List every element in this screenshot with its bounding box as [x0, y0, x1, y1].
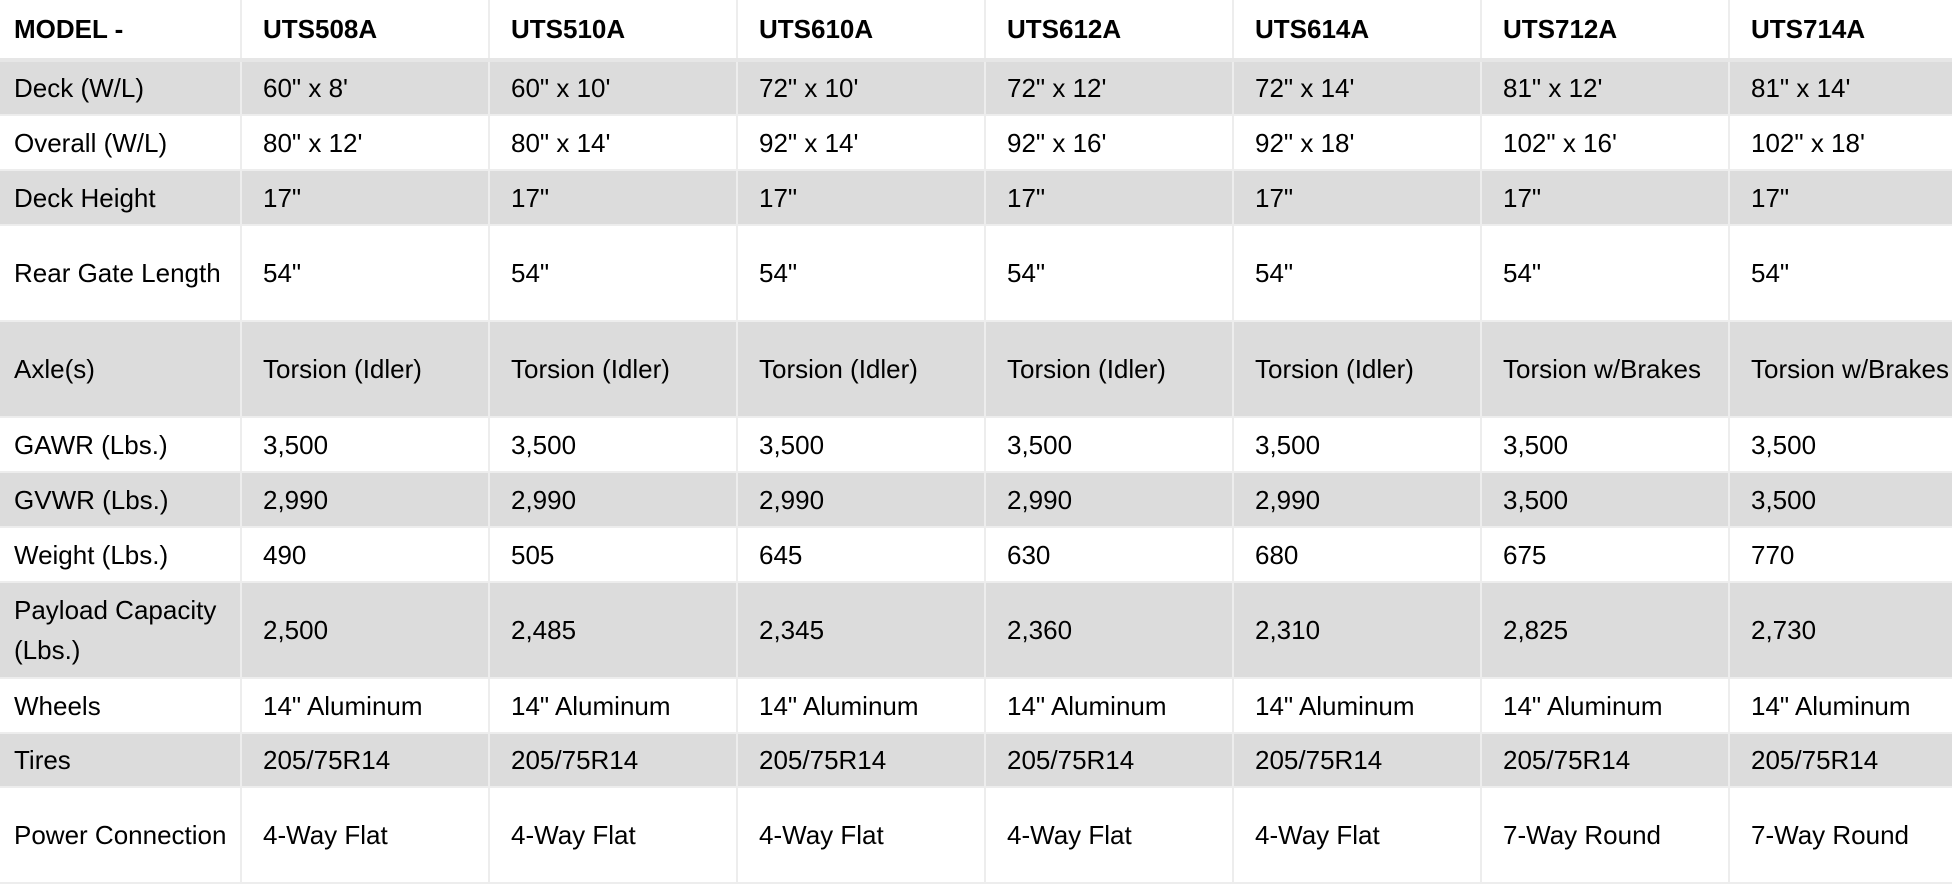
table-cell: 205/75R14 — [489, 733, 737, 787]
row-label: Weight (Lbs.) — [0, 527, 241, 582]
table-cell: 2,990 — [737, 472, 985, 527]
table-cell: 14" Aluminum — [1233, 678, 1481, 733]
table-cell: 14" Aluminum — [241, 678, 489, 733]
table-cell: 3,500 — [1729, 472, 1952, 527]
table-cell: 54" — [1233, 225, 1481, 321]
table-cell: 17" — [1233, 170, 1481, 225]
header-cell: UTS610A — [737, 0, 985, 60]
header-cell: UTS612A — [985, 0, 1233, 60]
table-cell: 92" x 14' — [737, 115, 985, 170]
table-cell: 17" — [241, 170, 489, 225]
row-label: Deck (W/L) — [0, 60, 241, 115]
table-cell: 54" — [1481, 225, 1729, 321]
table-cell: 2,360 — [985, 582, 1233, 678]
table-cell: Torsion (Idler) — [1233, 321, 1481, 417]
table-cell: 72" x 10' — [737, 60, 985, 115]
table-row-tires — [0, 733, 1952, 787]
table-cell: 81" x 12' — [1481, 60, 1729, 115]
table-cell: 4-Way Flat — [1233, 787, 1481, 883]
header-cell-model: MODEL - — [0, 0, 241, 60]
table-cell: 3,500 — [1481, 472, 1729, 527]
table-cell: 17" — [489, 170, 737, 225]
table-cell: 4-Way Flat — [489, 787, 737, 883]
table-cell: 490 — [241, 527, 489, 582]
header-cell: UTS510A — [489, 0, 737, 60]
table-cell: Torsion (Idler) — [489, 321, 737, 417]
table-cell: 80" x 12' — [241, 115, 489, 170]
table-cell: 2,990 — [1233, 472, 1481, 527]
table-cell: 3,500 — [1481, 417, 1729, 472]
table-cell: 54" — [1729, 225, 1952, 321]
table-cell: 60" x 10' — [489, 60, 737, 115]
table-cell: 770 — [1729, 527, 1952, 582]
table-cell: 17" — [985, 170, 1233, 225]
table-row-gvwr — [0, 472, 1952, 527]
table-row-power — [0, 787, 1952, 883]
row-label: Rear Gate Length — [0, 225, 241, 321]
table-cell: 3,500 — [1729, 417, 1952, 472]
table-cell: 2,500 — [241, 582, 489, 678]
table-cell: 92" x 18' — [1233, 115, 1481, 170]
table-row-overall — [0, 115, 1952, 170]
table-cell: 14" Aluminum — [1729, 678, 1952, 733]
table-cell: Torsion w/Brakes — [1729, 321, 1952, 417]
table-cell: 54" — [489, 225, 737, 321]
table-cell: 3,500 — [985, 417, 1233, 472]
table-cell: Torsion w/Brakes — [1481, 321, 1729, 417]
header-cell: UTS712A — [1481, 0, 1729, 60]
table-cell: 205/75R14 — [241, 733, 489, 787]
table-cell: 72" x 14' — [1233, 60, 1481, 115]
row-label: GAWR (Lbs.) — [0, 417, 241, 472]
table-cell: 14" Aluminum — [1481, 678, 1729, 733]
table-cell: 675 — [1481, 527, 1729, 582]
table-row-gawr — [0, 417, 1952, 472]
table-cell: 680 — [1233, 527, 1481, 582]
table-cell: 17" — [1729, 170, 1952, 225]
row-label: Tires — [0, 733, 241, 787]
table-cell: 60" x 8' — [241, 60, 489, 115]
table-cell: 205/75R14 — [985, 733, 1233, 787]
table-cell: 102" x 16' — [1481, 115, 1729, 170]
row-label: Axle(s) — [0, 321, 241, 417]
table-cell: 2,990 — [489, 472, 737, 527]
row-label: Power Connection — [0, 787, 241, 883]
table-cell: Torsion (Idler) — [241, 321, 489, 417]
row-label: Wheels — [0, 678, 241, 733]
table-cell: 2,310 — [1233, 582, 1481, 678]
table-cell: 7-Way Round — [1481, 787, 1729, 883]
table-cell: 205/75R14 — [1233, 733, 1481, 787]
table-cell: 54" — [737, 225, 985, 321]
table-cell: 4-Way Flat — [985, 787, 1233, 883]
table-cell: 72" x 12' — [985, 60, 1233, 115]
table-row-deck — [0, 60, 1952, 115]
header-cell: UTS508A — [241, 0, 489, 60]
table-cell: 205/75R14 — [737, 733, 985, 787]
table-cell: 14" Aluminum — [985, 678, 1233, 733]
header-cell: UTS614A — [1233, 0, 1481, 60]
table-cell: 2,990 — [985, 472, 1233, 527]
table-cell: 14" Aluminum — [737, 678, 985, 733]
table-cell: 80" x 14' — [489, 115, 737, 170]
table-cell: 4-Way Flat — [241, 787, 489, 883]
table-row-rear-gate — [0, 225, 1952, 321]
table-cell: 2,990 — [241, 472, 489, 527]
table-cell: 2,730 — [1729, 582, 1952, 678]
row-label: Payload Capacity (Lbs.) — [0, 582, 241, 678]
table-cell: 17" — [1481, 170, 1729, 225]
table-cell: 2,825 — [1481, 582, 1729, 678]
table-cell: 630 — [985, 527, 1233, 582]
table-cell: 505 — [489, 527, 737, 582]
table-cell: 2,485 — [489, 582, 737, 678]
table-cell: Torsion (Idler) — [737, 321, 985, 417]
table-cell: 54" — [985, 225, 1233, 321]
table-header-row — [0, 0, 1952, 60]
row-label: GVWR (Lbs.) — [0, 472, 241, 527]
table-cell: 92" x 16' — [985, 115, 1233, 170]
table-row-axles — [0, 321, 1952, 417]
table-row-deck-height — [0, 170, 1952, 225]
table-cell: 102" x 18' — [1729, 115, 1952, 170]
table-cell: 81" x 14' — [1729, 60, 1952, 115]
table-cell: 14" Aluminum — [489, 678, 737, 733]
row-label: Deck Height — [0, 170, 241, 225]
table-cell: 3,500 — [241, 417, 489, 472]
table-cell: 3,500 — [489, 417, 737, 472]
table-cell: 645 — [737, 527, 985, 582]
table-cell: 7-Way Round — [1729, 787, 1952, 883]
table-cell: 205/75R14 — [1729, 733, 1952, 787]
header-cell: UTS714A — [1729, 0, 1952, 60]
table-cell: 3,500 — [737, 417, 985, 472]
table-cell: 54" — [241, 225, 489, 321]
row-label: Overall (W/L) — [0, 115, 241, 170]
table-cell: 2,345 — [737, 582, 985, 678]
table-row-payload — [0, 582, 1952, 678]
table-cell: Torsion (Idler) — [985, 321, 1233, 417]
table-cell: 4-Way Flat — [737, 787, 985, 883]
table-cell: 17" — [737, 170, 985, 225]
table-cell: 205/75R14 — [1481, 733, 1729, 787]
table-row-wheels — [0, 678, 1952, 733]
table-cell: 3,500 — [1233, 417, 1481, 472]
table-row-weight — [0, 527, 1952, 582]
